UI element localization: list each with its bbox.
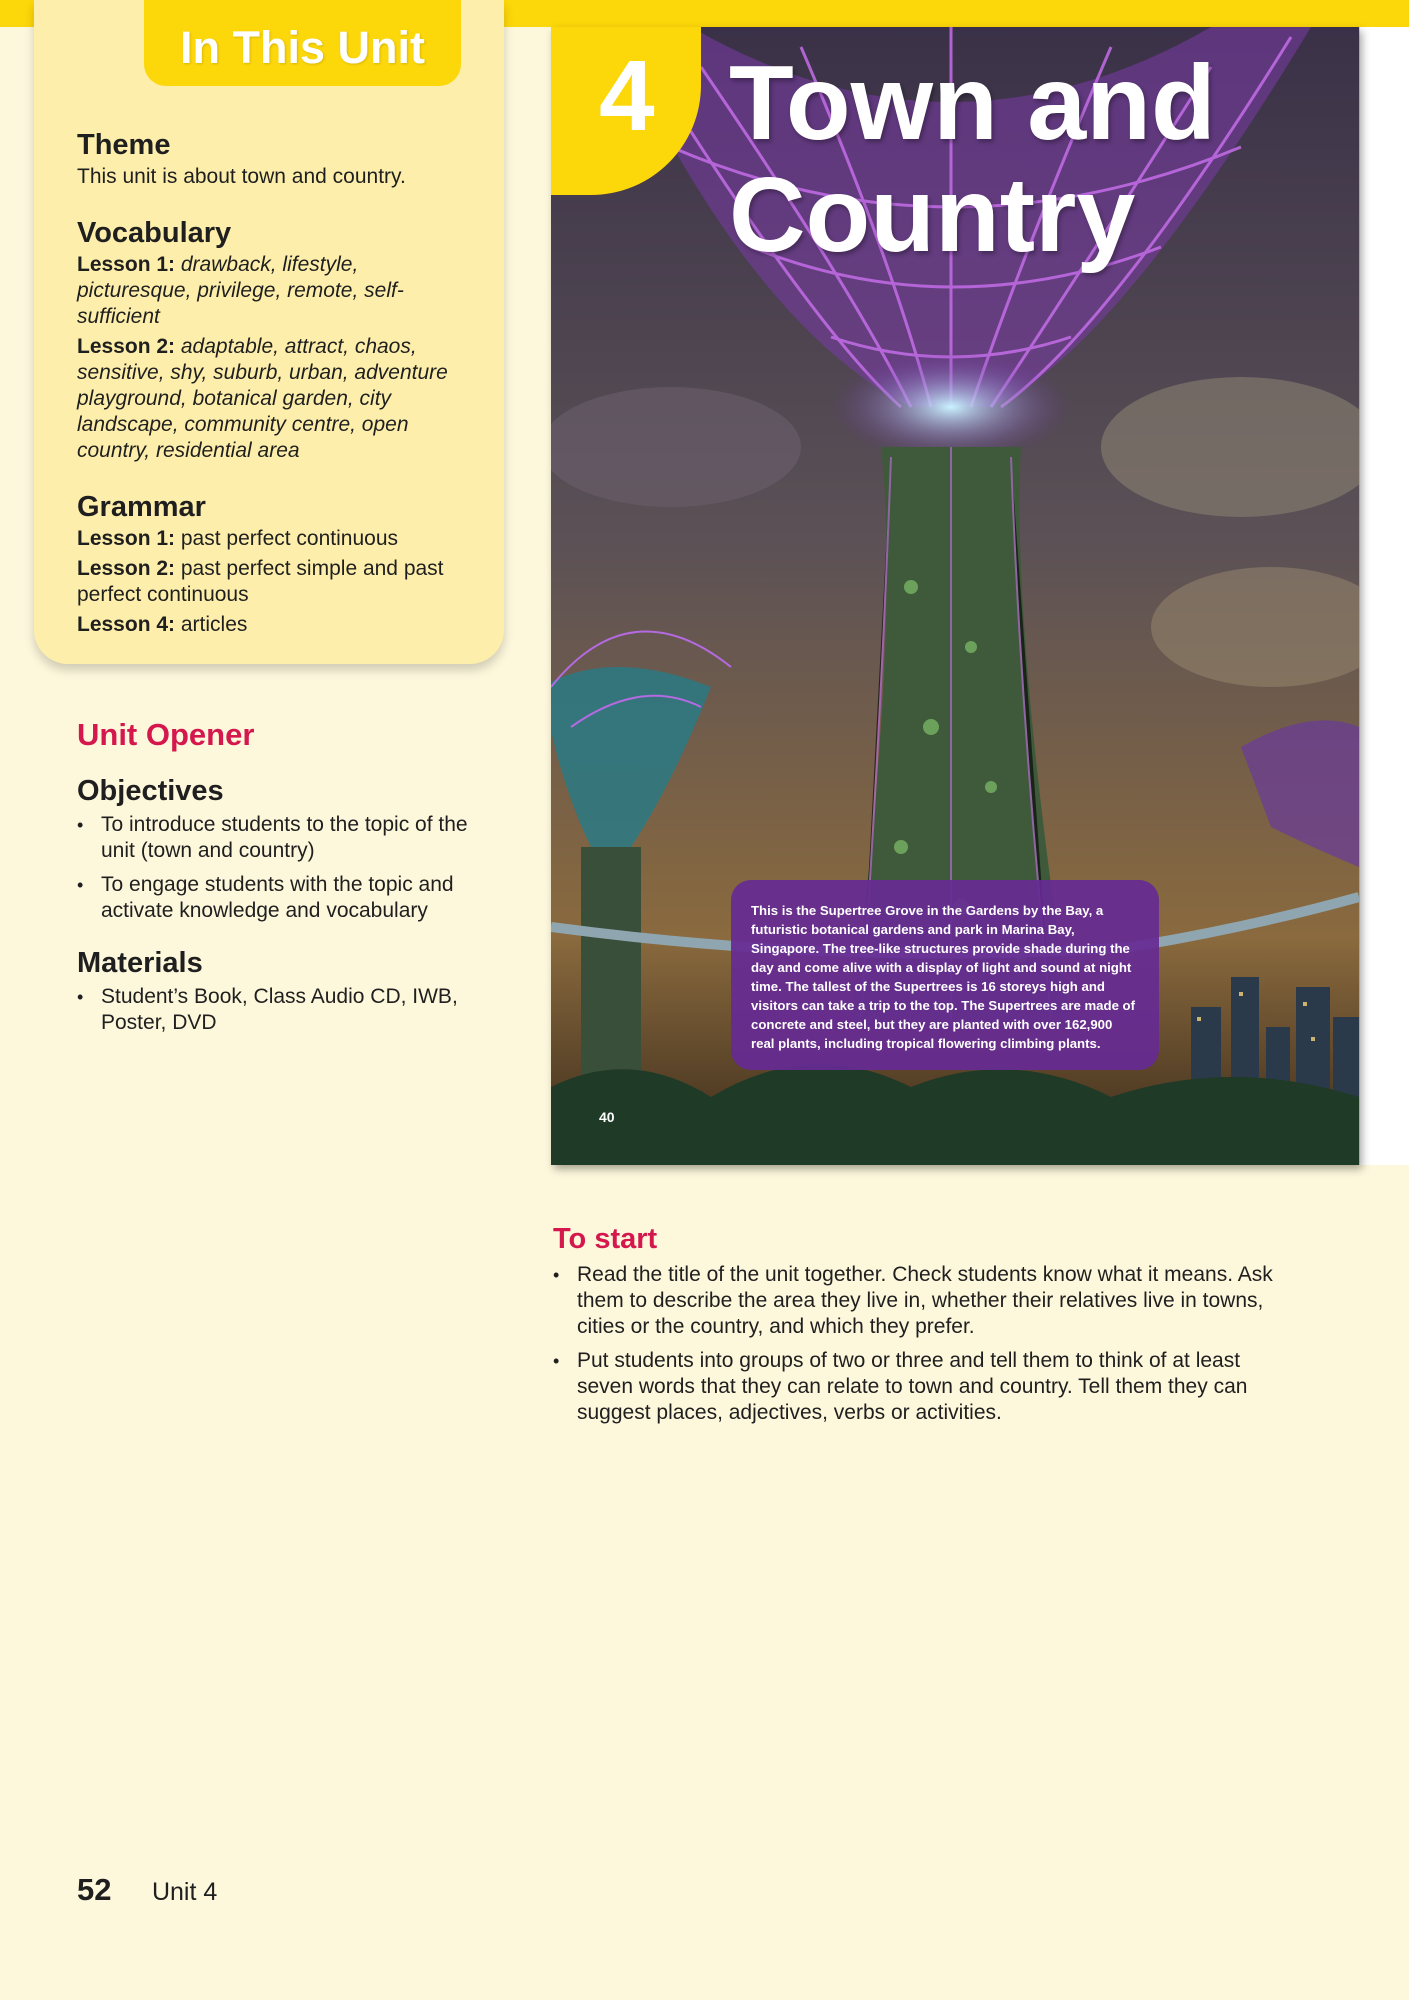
vocab-lesson2 [77, 334, 477, 464]
book-page-edge [1359, 27, 1409, 1165]
theme-text: This unit is about town and country. [77, 165, 406, 188]
to-start-section [553, 1220, 1293, 1434]
unit-opener-heading: Unit Opener [77, 717, 255, 752]
material-item: • Student’s Book, Class Audio CD, IWB, Poster, DVD [77, 984, 497, 1036]
vocab-lesson2-label: Lesson 2: [77, 335, 176, 358]
vocab-lesson1-words: drawback, lifestyle, picturesque, privilege, remote, self-sufficient [77, 253, 404, 328]
to-start-list [553, 1262, 1293, 1426]
objective-item: • To engage students with the topic and activate knowledge and vocabulary [77, 872, 497, 924]
unit-title-line2: Country [729, 156, 1136, 274]
unit-title-line1: Town and [729, 44, 1216, 162]
to-start-heading: To start [553, 1223, 658, 1255]
objectives-list [77, 812, 497, 924]
grammar-lesson2-label: Lesson 2: [77, 557, 176, 580]
unit-number: 4 [599, 40, 655, 152]
in-this-unit-tab: In This Unit [144, 0, 461, 86]
page-number: 52 [77, 1872, 112, 1907]
vocab-lesson1-label: Lesson 1: [77, 253, 176, 276]
grammar-lesson1 [77, 526, 477, 552]
unit-opener-section [77, 716, 497, 1044]
in-this-unit-body [77, 128, 477, 638]
to-start-item: • Put students into groups of two or three and tell them to think of at least seven words that they can relate to town and country. Tell them they can suggest places, adjectives, verbs or activities. [553, 1348, 1293, 1426]
supertree-photo-page [551, 27, 1359, 1165]
photo-caption: This is the Supertree Grove in the Gardens by the Bay, a futuristic botanical gardens and park in Marina Bay, Singapore. The tree-like structures provide shade during the day and come alive with a display of light and sound at night time. The tallest of the Supertrees is 16 storeys high and visitors can take a trip to the top. The Supertrees are made of concrete and steel, but they are planted with over 162,900 real plants, including tropical flowering climbing plants. [731, 880, 1159, 1070]
materials-heading: Materials [77, 947, 203, 979]
unit-label: Unit 4 [151, 1878, 218, 1906]
vocabulary-heading: Vocabulary [77, 217, 232, 249]
vocab-lesson1 [77, 252, 477, 330]
objectives-heading: Objectives [77, 775, 224, 807]
materials-list [77, 984, 497, 1036]
theme-heading: Theme [77, 129, 171, 161]
grammar-heading: Grammar [77, 491, 206, 523]
vocab-lesson2-words: adaptable, attract, chaos, sensitive, shy, suburb, urban, adventure playground, botanical garden, city landscape, community centre, open country, residential area [77, 335, 448, 462]
unit-title [729, 44, 1289, 274]
to-start-item: • Read the title of the unit together. Check students know what it means. Ask them to describe the area they live in, whether their relatives live in towns, cities or the country, and which they prefer. [553, 1262, 1293, 1340]
grammar-lesson4-text: articles [180, 613, 248, 636]
grammar-lesson4-label: Lesson 4: [77, 613, 176, 636]
grammar-lesson4 [77, 612, 477, 638]
objective-item: • To introduce students to the topic of the unit (town and country) [77, 812, 497, 864]
grammar-lesson1-label: Lesson 1: [77, 527, 176, 550]
book-page-number: 40 [599, 1109, 615, 1125]
grammar-lesson2-text: past perfect simple and past perfect continuous [77, 557, 444, 606]
grammar-lesson2 [77, 556, 477, 608]
page-footer [77, 1872, 217, 1908]
grammar-lesson1-text: past perfect continuous [180, 527, 399, 550]
